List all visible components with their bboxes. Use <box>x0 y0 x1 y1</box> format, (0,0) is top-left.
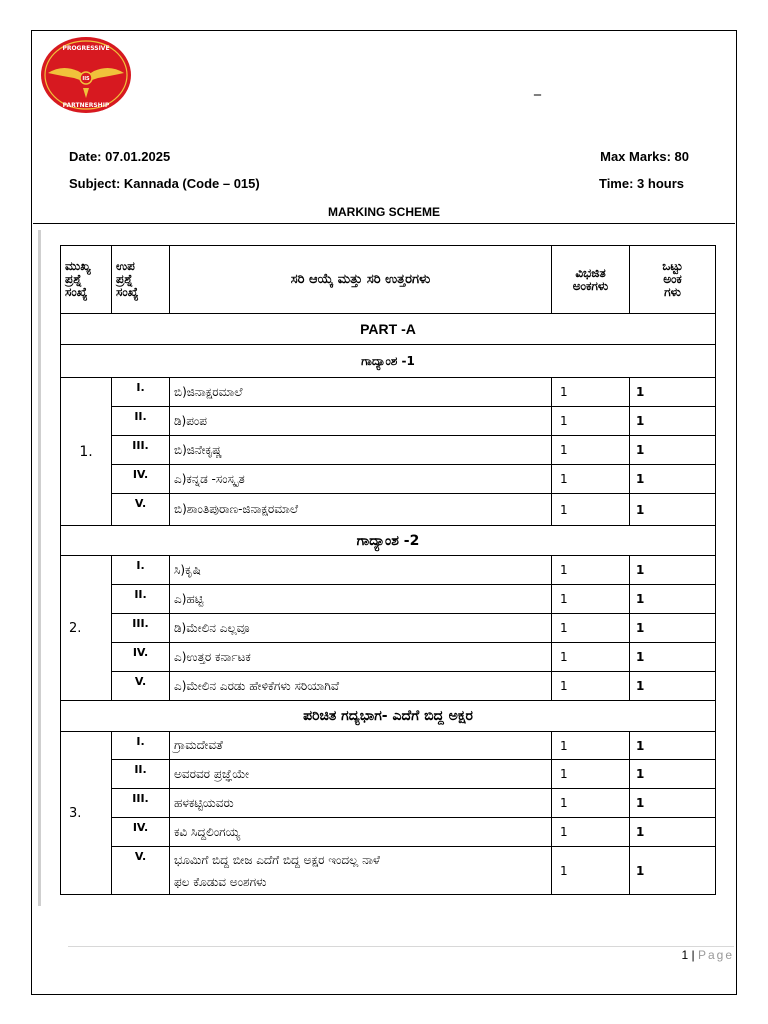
table-row: 3. I. ಗ್ರಾಮದೇವತೆ 1 1 <box>61 732 716 760</box>
table-row: III. ಹಳಕಟ್ಟಿಯವರು 1 1 <box>61 789 716 818</box>
table-row: IV. ಕವಿ ಸಿದ್ದಲಿಂಗಯ್ಯ 1 1 <box>61 818 716 847</box>
page-footer: 1 | Page <box>681 948 734 962</box>
question-number: 2. <box>61 556 112 701</box>
svg-text:PARTNERSHIP: PARTNERSHIP <box>62 102 110 109</box>
table-row: IV. ಎ)ಕನ್ನಡ -ಸಂಸ್ಕೃತ 1 1 <box>61 465 716 494</box>
table-row: III. ಬಿ)ಜಿನೇಕೃಷ್ಣ 1 1 <box>61 436 716 465</box>
table-row: 2. I. ಸಿ)ಕೃಷಿ 1 1 <box>61 556 716 585</box>
table-row: V. ಭೂಮಿಗೆ ಬಿದ್ದ ಬೀಜ ಎದೆಗೆ ಬಿದ್ದ ಅಕ್ಷರ ಇಂದಲ್ಲ ನಾಳೆ ಫಲ ಕೊಡುವ ಅಂಶಗಳು 1 1 <box>61 847 716 895</box>
exam-time: Time: 3 hours <box>598 176 684 191</box>
header-split-marks: ವಿಭಜಿತ ಅಂಕಗಳು <box>552 246 630 314</box>
part-row: PART -A <box>61 314 716 345</box>
max-marks: Max Marks: 80 <box>600 149 689 164</box>
header-dash: _ <box>534 80 541 96</box>
subject: Subject: Kannada (Code – 015) <box>69 176 260 191</box>
header-total-marks: ಒಟ್ಟು ಅಂಕ ಗಳು <box>630 246 716 314</box>
section-title-row: ಪರಿಚಿತ ಗದ್ಯಭಾಗ- ಎದೆಗೆ ಬಿದ್ದ ಅಕ್ಷರ <box>61 701 716 732</box>
header-main-question: ಮುಖ್ಯ ಪ್ರಶ್ನೆ ಸಂಖ್ಯೆ <box>61 246 112 314</box>
table-row: V. ಎ)ಮೇಲಿನ ಎರಡು ಹೇಳಿಕೆಗಳು ಸರಿಯಾಗಿವೆ 1 1 <box>61 672 716 701</box>
header-sub-question: ಉಪ ಪ್ರಶ್ನೆ ಸಂಖ್ಯೆ <box>112 246 170 314</box>
header-divider <box>33 223 735 224</box>
table-row: 1. I. ಬಿ)ಜಿನಾಕ್ಷರಮಾಲೆ 1 1 <box>61 378 716 407</box>
table-row: II. ಎ)ಹಟ್ಟಿ 1 1 <box>61 585 716 614</box>
page-number: 1 <box>681 948 689 962</box>
table-row: II. ಅವರವರ ಪ್ರಜ್ಞೆಯೇ 1 1 <box>61 760 716 789</box>
table-row: V. ಬಿ)ಶಾಂತಿಪುರಾಣ-ಜಿನಾಕ್ಷರಮಾಲೆ 1 1 <box>61 494 716 526</box>
table-row: IV. ಎ)ಉತ್ತರ ಕರ್ನಾಟಕ 1 1 <box>61 643 716 672</box>
table-row: III. ಡಿ)ಮೇಲಿನ ಎಲ್ಲವೂ 1 1 <box>61 614 716 643</box>
page-title: MARKING SCHEME <box>327 205 440 219</box>
section-title-row: ಗಾದ್ಯಾಂಶ -1 <box>61 345 716 378</box>
header-answer: ಸರಿ ಆಯ್ಕೆ ಮತ್ತು ಸರಿ ಉತ್ತರಗಳು <box>170 246 552 314</box>
footer-divider <box>68 946 734 947</box>
left-margin-bar <box>38 230 41 906</box>
svg-text:PROGRESSIVE: PROGRESSIVE <box>62 45 110 52</box>
question-number: 1. <box>61 378 112 526</box>
exam-date: Date: 07.01.2025 <box>69 149 171 164</box>
svg-text:IIS: IIS <box>82 76 90 82</box>
section-title-row: ಗಾದ್ಯಾಂಶ -2 <box>61 526 716 556</box>
table-row: II. ಡಿ)ಪಂಪ 1 1 <box>61 407 716 436</box>
table-header-row <box>61 246 716 314</box>
page-label: Page <box>697 948 734 962</box>
progressive-partnership-logo <box>40 36 132 114</box>
question-number: 3. <box>61 732 112 895</box>
marking-scheme-table <box>60 245 716 895</box>
